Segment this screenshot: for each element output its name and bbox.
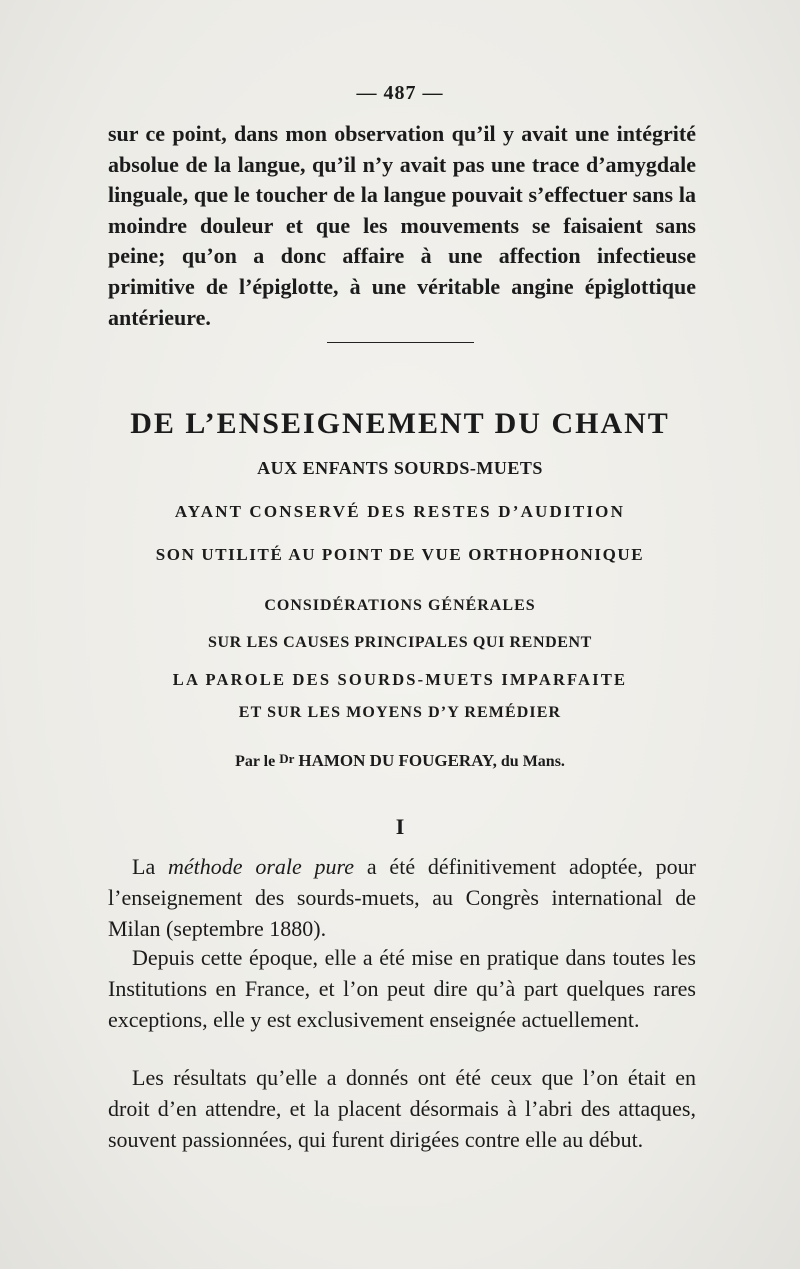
byline-prefix: Par le [235, 753, 276, 770]
subtitle-line: ET SUR LES MOYENS D’Y REMÉDIER [238, 704, 562, 721]
body-paragraph-3 [108, 1062, 696, 1155]
body-paragraph-1 [108, 851, 696, 944]
subtitle-line: LA PAROLE DES SOURDS-MUETS IMPARFAITE [172, 670, 628, 689]
p1-emphasis: méthode orale pure [168, 854, 355, 879]
p1-end: a été définitivement adoptée, pour l’enseignement des sourds-muets, au Congrès international de Milan (septembre 1880). [108, 854, 696, 941]
p1-start: La [132, 854, 168, 879]
section-number: I [395, 814, 405, 839]
body-paragraph-2 [108, 942, 696, 1035]
author-name: HAMON DU FOUGERAY, [298, 751, 497, 770]
subtitle-line: CONSIDÉRATIONS GÉNÉRALES [264, 597, 536, 614]
page-number: — 487 — [356, 82, 444, 104]
byline [0, 751, 800, 771]
byline-title [279, 753, 294, 770]
subtitle-line: SUR LES CAUSES PRINCIPALES QUI RENDENT [208, 634, 592, 651]
subtitle-line: AUX ENFANTS SOURDS-MUETS [257, 458, 543, 478]
p3-text: Les résultats qu’elle a donnés ont été ceux que l’on était en droit d’en attendre, et la placent désormais à l’abri des attaques, souvent passionnées, qui furent dirigées contre elle au début. [108, 1065, 696, 1152]
intro-paragraph: sur ce point, dans mon observation qu’il y avait une intégrité absolue de la langue, qu’il n’y avait pas une trace d’amygdale linguale, que le toucher de la langue pouvait s’effectuer sans la moindre douleur et que les mouvements se faisaient sans peine; qu’on a donc affaire à une affection infectieuse primitive de l’épiglotte, à une véritable angine épiglottique antérieure. [108, 121, 696, 330]
section-divider [327, 342, 474, 343]
subtitle-line: SON UTILITÉ AU POINT DE VUE ORTHOPHONIQUE [155, 545, 645, 564]
byline-suffix: du Mans. [500, 753, 565, 770]
byline-title-abbr: Dr [279, 751, 295, 766]
p2-text: Depuis cette époque, elle a été mise en pratique dans toutes les Institutions en France, et l’on peut dire qu’à part quelques rares exceptions, elle y est exclusivement enseignée actuellement. [108, 945, 696, 1032]
article-title: DE L’ENSEIGNEMENT DU CHANT [130, 407, 670, 440]
subtitle-line: AYANT CONSERVÉ DES RESTES D’AUDITION [174, 502, 626, 521]
